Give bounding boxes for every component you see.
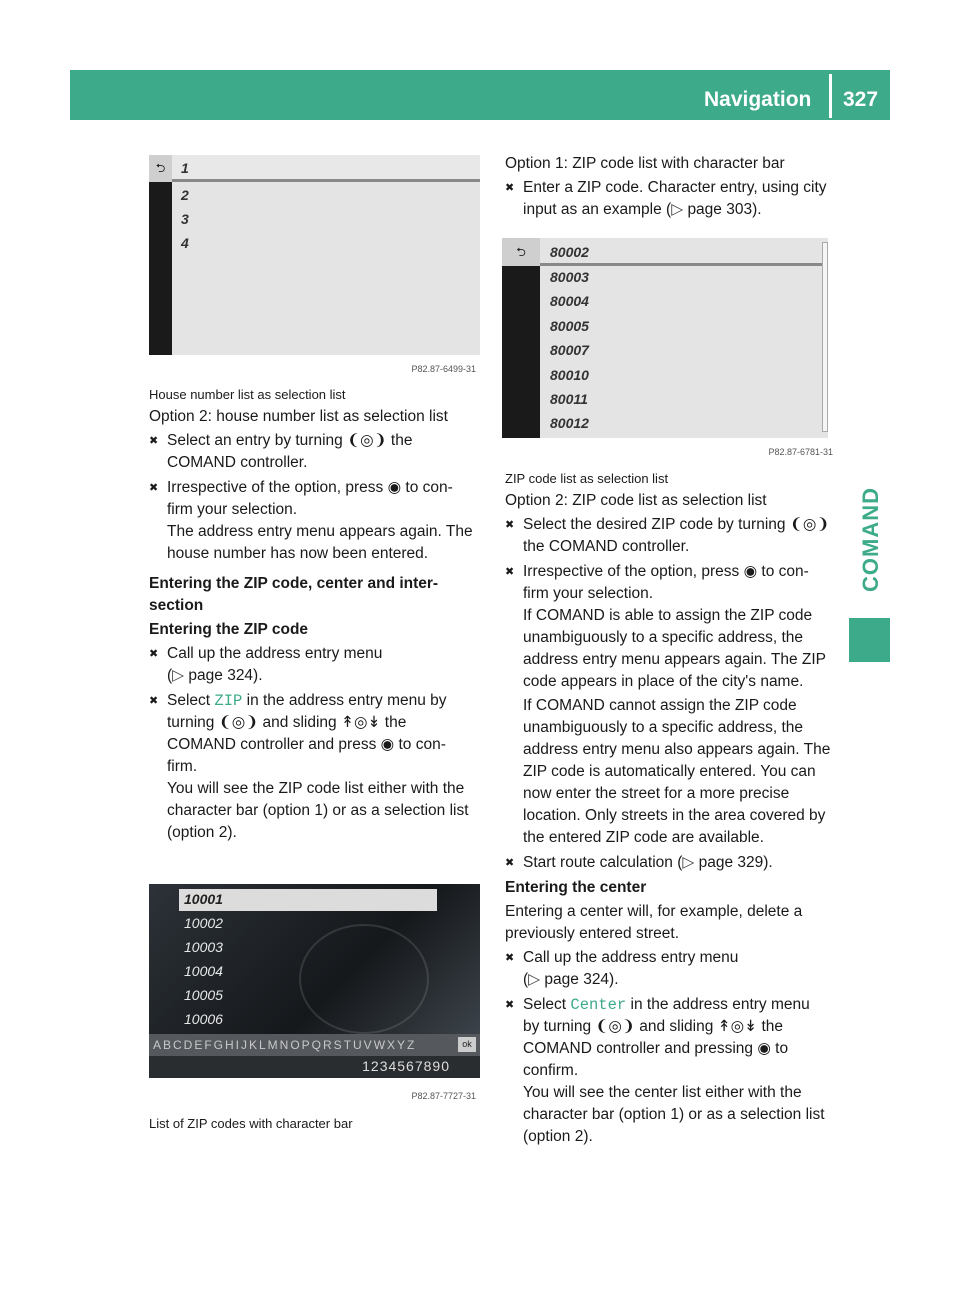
zip-code-list-charbar-screenshot [149,884,480,1104]
menu-keyword: ZIP [214,692,243,710]
list-item: 80005 [550,318,589,334]
list-item: 80002 [550,244,589,260]
list-item: 80012 [550,415,589,431]
back-icon: ⮌ [502,238,540,266]
instruction-step: ✖ Select Center in the address entry menu by turning ❨◎❩ and sliding ↟◎↡ the COMAND controller and pressing ◉ to confirm. You will see the center list either with the character bar (option 1) or as a selection list (option 2). [505,994,835,1148]
press-controller-icon: ◉ [757,1040,771,1057]
list-item: 1 [181,160,189,176]
list-item: 80011 [550,391,588,407]
zip-code-selection-list-screenshot [502,238,837,460]
turn-controller-icon: ❨◎❩ [789,516,830,533]
list-item: 10006 [184,1011,223,1027]
side-tab-block [849,618,890,662]
list-item: 10001 [184,891,223,907]
instruction-step: ✖ Irrespective of the option, press ◉ to con- firm your selection. The address entry menu appears again. The house number has now been entered. [149,477,484,565]
selected-row [172,155,480,182]
option-heading: Option 1: ZIP code list with character bar [505,155,785,172]
list-item: 10004 [184,963,223,979]
press-controller-icon: ◉ [743,563,758,580]
list-item: 2 [181,187,189,203]
instruction-step: ✖ Call up the address entry menu (▷ page 324). [149,643,484,687]
image-ref: P82.87-6781-31 [768,447,833,457]
list-item: 80004 [550,293,589,309]
section-title: Navigation [704,88,812,111]
scrollbar [822,242,828,432]
header-divider [829,74,832,118]
right-text-top [505,153,835,224]
instruction-step: ✖ Call up the address entry menu (▷ page 324). [505,947,835,991]
option-heading: Option 2: ZIP code list as selection list [505,492,767,509]
compass-icon [299,924,429,1034]
subsection-heading: Entering the ZIP code [149,621,309,638]
turn-controller-icon: ❨◎❩ [347,432,387,449]
instruction-step: ✖ Select an entry by turning ❨◎❩ the COMAND controller. [149,430,484,474]
list-item: 10003 [184,939,223,955]
section-heading: Entering the ZIP code, center and inter- section [149,575,439,614]
list-item: 80010 [550,367,589,383]
instruction-step: ✖ Irrespective of the option, press ◉ to con- firm your selection. If COMAND is able to assign the ZIP code unambiguously to a specific address, the address entry menu appears again. The ZIP code appears in place of the city's name. If COMAND cannot assign the ZIP code unambiguously to a specific address, the address entry menu also appears again. The ZIP code is automatically entered. You can now enter the street for a more precise location. Only streets in the area covered by the entered ZIP code are available. [505,561,835,849]
menu-keyword: Center [570,996,627,1014]
ok-button: ok [458,1037,476,1052]
list-item: 80003 [550,269,589,285]
right-text-column [505,470,835,1151]
back-icon: ⮌ [149,155,172,182]
turn-controller-icon: ❨◎❩ [595,1018,635,1035]
instruction-step: ✖ Select the desired ZIP code by turning ❨◎❩ the COMAND controller. [505,514,835,558]
press-controller-icon: ◉ [380,736,395,753]
page-ref-icon: ▷ [682,854,695,871]
caption: ZIP code list as selection list [505,471,669,486]
caption: House number list as selection list [149,387,346,402]
slide-controller-icon: ↟◎↡ [340,714,381,731]
page-number: 327 [843,88,879,111]
image-ref: P82.87-7727-31 [411,1091,476,1101]
image-ref: P82.87-6499-31 [411,364,476,374]
page-ref-icon: ▷ [172,667,185,684]
list-item: 4 [181,235,189,251]
paragraph: Entering a center will, for example, delete a previously entered street. [505,903,803,942]
left-text-column [149,386,484,847]
instruction-step: ✖ Start route calculation (▷ page 329). [505,852,835,874]
turn-controller-icon: ❨◎❩ [218,714,259,731]
list-item: 10002 [184,915,223,931]
list-item: 80007 [550,342,589,358]
digit-bar: 1234567890 [362,1058,450,1074]
instruction-step: ✖ Enter a ZIP code. Character entry, using city input as an example (▷ page 303). [505,177,835,221]
instruction-step: ✖ Select ZIP in the address entry menu by turning ❨◎❩ and sliding ↟◎↡ the COMAND controller and press ◉ to con- firm. You will see the ZIP code list either with the character bar (option 1) or as a selection list (option 2). [149,690,484,844]
character-bar: ABCDEFGHIJKLMNOPQRSTUVWXYZ [149,1034,480,1056]
slide-controller-icon: ↟◎↡ [717,1018,758,1035]
house-number-list-screenshot [149,155,480,377]
side-tab-label: COMAND [858,487,883,592]
page-ref-icon: ▷ [528,971,541,988]
press-controller-icon: ◉ [387,479,402,496]
subsection-heading: Entering the center [505,879,647,896]
option-heading: Option 2: house number list as selection list [149,408,448,425]
caption: List of ZIP codes with character bar [149,1116,353,1131]
page-ref-icon: ▷ [671,201,684,218]
list-item: 10005 [184,987,223,1003]
list-item: 3 [181,211,189,227]
